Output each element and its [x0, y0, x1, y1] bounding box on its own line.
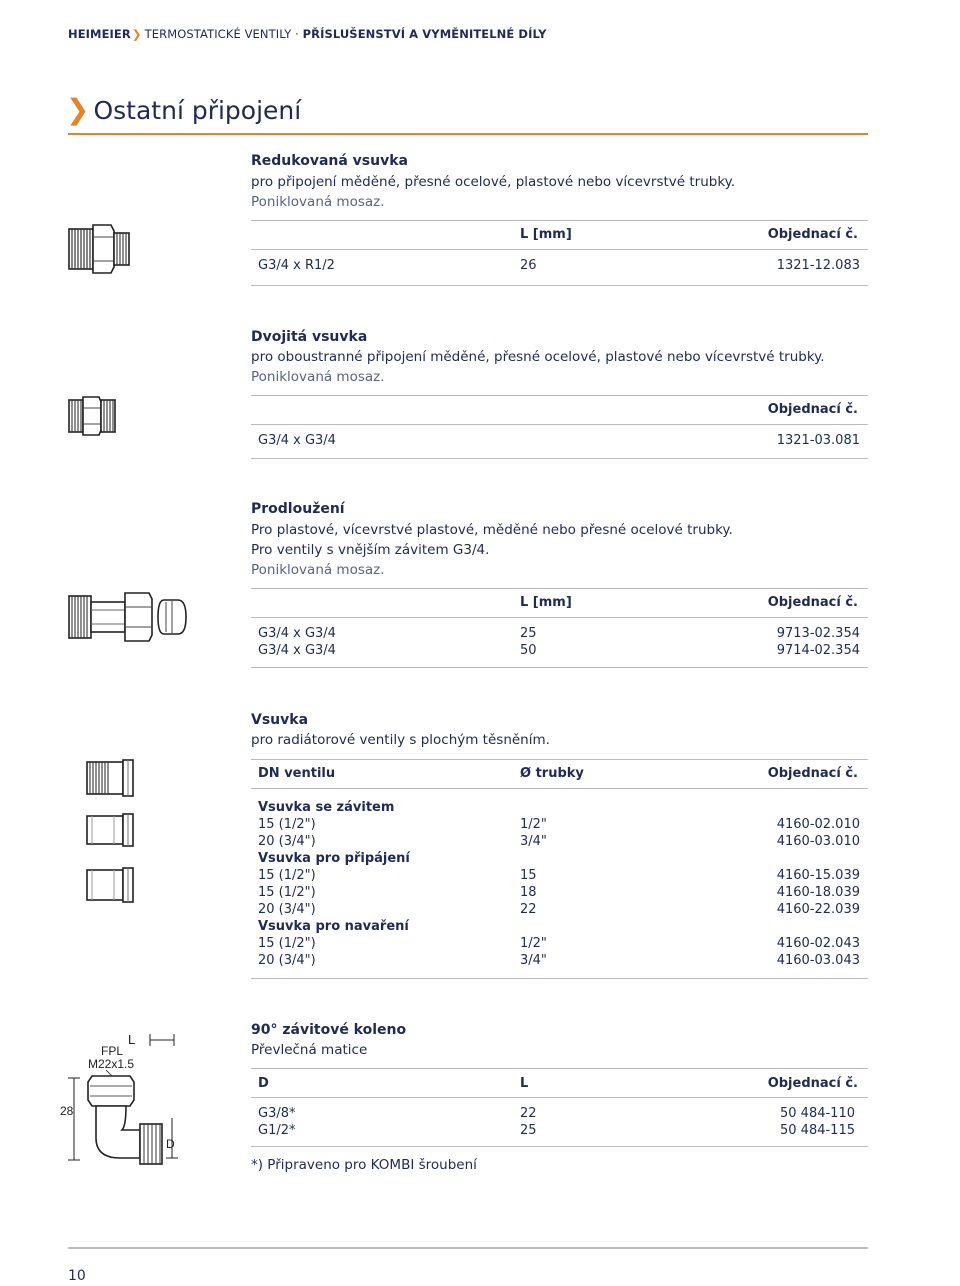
- table-cell: 50 484-110: [780, 1106, 855, 1121]
- table-rule: [251, 395, 868, 396]
- table-cell: 25: [520, 626, 537, 641]
- column-header-length: L [mm]: [520, 227, 572, 242]
- section-title: 90° závitové koleno: [251, 1022, 407, 1038]
- table-cell: 4160-03.043: [776, 953, 860, 968]
- weld-tailpiece-image: [84, 866, 136, 904]
- section-title: Dvojitá vsuvka: [251, 329, 368, 345]
- table-cell: 15: [520, 868, 537, 883]
- table-cell: G3/8*: [258, 1106, 296, 1121]
- chevron-right-icon: ❯: [131, 27, 142, 41]
- table-cell: 15 (1/2"): [258, 936, 316, 951]
- drawing-label-height: 28: [60, 1104, 74, 1118]
- table-cell: 15 (1/2"): [258, 817, 316, 832]
- chevron-right-icon: ❯: [66, 93, 90, 126]
- footnote: *) Připraveno pro KOMBI šroubení: [251, 1157, 477, 1173]
- table-cell: 4160-15.039: [776, 868, 860, 883]
- section-text: Převlečná matice: [251, 1042, 368, 1058]
- column-header-order-number: Objednací č.: [767, 227, 858, 242]
- drawing-label-thread: M22x1.5: [88, 1057, 135, 1071]
- section-text: Poniklovaná mosaz.: [251, 194, 385, 210]
- table-rule: [251, 1097, 868, 1098]
- section-text: Poniklovaná mosaz.: [251, 562, 385, 578]
- drawing-label-l: L: [128, 1032, 136, 1047]
- table-cell: 1321-12.083: [776, 258, 860, 273]
- brand-name: HEIMEIER: [68, 27, 131, 41]
- table-cell: 9714-02.354: [776, 643, 860, 658]
- table-rule: [251, 1146, 868, 1147]
- section-text: Poniklovaná mosaz.: [251, 369, 385, 385]
- drawing-label-fpl: FPL: [101, 1044, 124, 1058]
- table-rule: [251, 424, 868, 425]
- reducing-nipple-image: [66, 217, 132, 275]
- section-title: Vsuvka: [251, 712, 309, 728]
- table-cell: 4160-02.043: [776, 936, 860, 951]
- extension-image: [66, 590, 190, 644]
- footer-rule: [68, 1247, 868, 1249]
- table-cell: 22: [520, 902, 537, 917]
- table-cell: 4160-22.039: [776, 902, 860, 917]
- table-rule: [251, 617, 868, 618]
- page-title: Ostatní připojení: [93, 95, 302, 125]
- table-rule: [251, 1068, 868, 1069]
- table-cell: 15 (1/2"): [258, 868, 316, 883]
- table-cell: 50: [520, 643, 537, 658]
- table-rule: [251, 667, 868, 668]
- table-rule: [251, 249, 868, 250]
- table-cell: G1/2*: [258, 1123, 296, 1138]
- table-cell: G3/4 x G3/4: [258, 626, 336, 641]
- column-header-valve-dn: DN ventilu: [258, 766, 336, 781]
- solder-tailpiece-image: [84, 812, 136, 848]
- table-cell: G3/4 x G3/4: [258, 643, 336, 658]
- table-cell: 1/2": [520, 936, 547, 951]
- table-cell: 1/2": [520, 817, 547, 832]
- section-text: pro oboustranné připojení měděné, přesné ocelové, plastové nebo vícevrstvé trubky.: [251, 349, 825, 365]
- table-cell: G3/4 x R1/2: [258, 258, 335, 273]
- table-cell: 50 484-115: [780, 1123, 855, 1138]
- table-cell: 15 (1/2"): [258, 885, 316, 900]
- table-group-label: Vsuvka pro navaření: [258, 919, 409, 934]
- elbow-dimension-drawing: [60, 1030, 190, 1170]
- column-header-order-number: Objednací č.: [767, 766, 858, 781]
- section-text: Pro plastové, vícevrstvé plastové, měděné nebo přesné ocelové trubky.: [251, 522, 733, 538]
- column-header-pipe-diameter: Ø trubky: [520, 766, 584, 781]
- table-rule: [251, 285, 868, 286]
- table-cell: 9713-02.354: [776, 626, 860, 641]
- section-text: pro radiátorové ventily s plochým těsněním.: [251, 732, 550, 748]
- drawing-label-d: D: [166, 1137, 175, 1151]
- table-cell: 3/4": [520, 953, 547, 968]
- table-rule: [251, 588, 868, 589]
- table-group-label: Vsuvka se závitem: [258, 800, 395, 815]
- table-rule: [251, 458, 868, 459]
- section-title: Prodloužení: [251, 501, 345, 517]
- table-cell: 3/4": [520, 834, 547, 849]
- column-header-order-number: Objednací č.: [767, 1076, 858, 1091]
- table-cell: 4160-03.010: [776, 834, 860, 849]
- table-cell: 20 (3/4"): [258, 834, 316, 849]
- column-header-order-number: Objednací č.: [767, 402, 858, 417]
- table-cell: 18: [520, 885, 537, 900]
- column-header-order-number: Objednací č.: [767, 595, 858, 610]
- column-header-diameter: D: [258, 1076, 269, 1091]
- header-category: TERMOSTATICKÉ VENTILY ·: [144, 27, 303, 41]
- page-number: 10: [68, 1268, 86, 1284]
- table-cell: 20 (3/4"): [258, 902, 316, 917]
- section-title: Redukovaná vsuvka: [251, 153, 408, 169]
- table-cell: 26: [520, 258, 537, 273]
- table-cell: 25: [520, 1123, 537, 1138]
- table-rule: [251, 220, 868, 221]
- running-header: [68, 27, 547, 41]
- table-rule: [251, 788, 868, 789]
- table-rule: [251, 759, 868, 760]
- threaded-tailpiece-image: [84, 758, 136, 798]
- section-text: pro připojení měděné, přesné ocelové, plastové nebo vícevrstvé trubky.: [251, 174, 736, 190]
- table-group-label: Vsuvka pro připájení: [258, 851, 410, 866]
- column-header-length: L: [520, 1076, 529, 1091]
- table-cell: 4160-02.010: [776, 817, 860, 832]
- column-header-length: L [mm]: [520, 595, 572, 610]
- double-nipple-image: [66, 396, 118, 436]
- header-subcategory: PŘÍSLUŠENSTVÍ A VYMĚNITELNÉ DÍLY: [302, 27, 547, 41]
- table-cell: 22: [520, 1106, 537, 1121]
- table-cell: 20 (3/4"): [258, 953, 316, 968]
- section-text: Pro ventily s vnějším závitem G3/4.: [251, 542, 490, 558]
- title-underline: [68, 133, 868, 135]
- table-cell: 1321-03.081: [776, 433, 860, 448]
- page-title-block: [66, 92, 301, 128]
- table-rule: [251, 978, 868, 979]
- table-cell: 4160-18.039: [776, 885, 860, 900]
- table-cell: G3/4 x G3/4: [258, 433, 336, 448]
